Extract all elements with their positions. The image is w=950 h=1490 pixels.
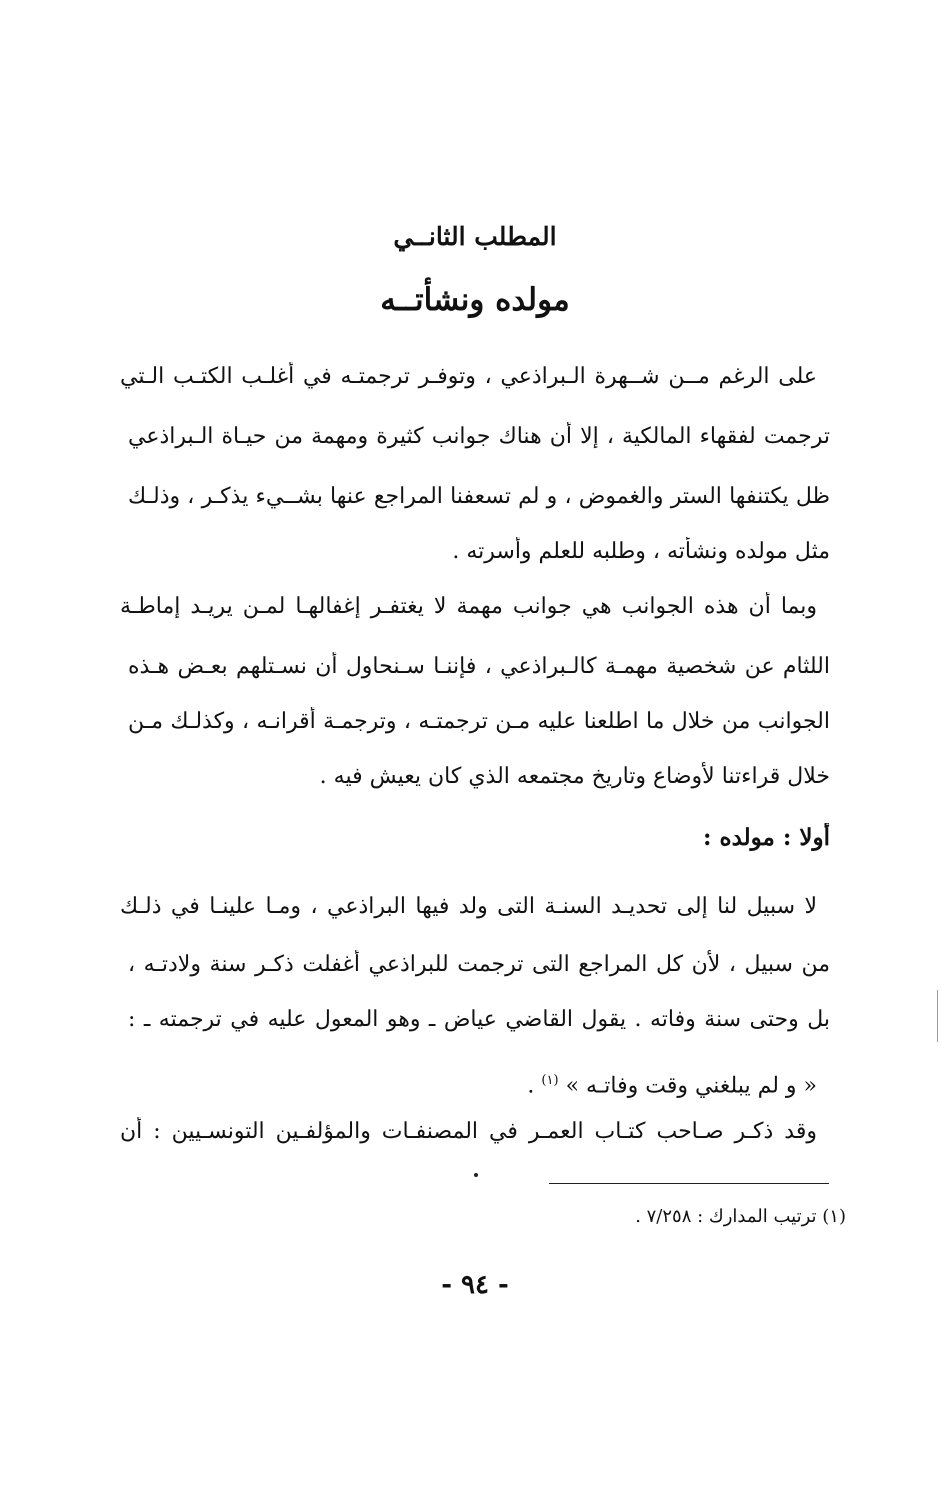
quote-line xyxy=(120,1066,817,1101)
chapter-title: مولده ونشأتــه xyxy=(380,282,570,318)
paragraph-3-line-3: بل وحتى سنة وفاته . يقول القاضي عياض ـ وهو المعول عليه في ترجمته ـ : xyxy=(128,1007,830,1032)
paragraph-3-line-1: لا سبيل لنا إلى تحديـد السنـة التى ولد فيها البراذعي ، ومـا علينـا في ذلـك xyxy=(120,894,817,919)
footnote-separator xyxy=(549,1183,829,1184)
paragraph-1-line-1: على الرغم مــن شــهرة الـبراذعي ، وتوفـر ترجمتـه في أغلـب الكتـب الـتي xyxy=(120,364,817,389)
quote-text: « و لم يبلغني وقت وفاتـه » xyxy=(565,1073,817,1099)
paragraph-1-line-3: ظل يكتنفها الستر والغموض ، و لم تسعفنا المراجع عنها بشــيء يذكـر ، وذلـك xyxy=(128,484,830,509)
quote-end: . xyxy=(527,1073,535,1099)
footnote: (١) ترتيب المدارك : ٧/٢٥٨ . xyxy=(635,1206,846,1227)
subheading-birth: أولا : مولده : xyxy=(703,824,830,851)
stray-dot xyxy=(474,1173,478,1177)
paragraph-2-line-3: الجوانب من خلال ما اطلعنا عليه مـن ترجمتـه ، وترجمـة أقرانـه ، وكذلـك مـن xyxy=(128,709,830,734)
section-heading: المطلب الثانــي xyxy=(393,222,557,251)
margin-mark xyxy=(937,990,938,1042)
paragraph-2-line-1: وبما أن هذه الجوانب هي جوانب مهمة لا يغتفـر إغفالهـا لمـن يريـد إماطـة xyxy=(120,594,817,619)
paragraph-3-line-2: من سبيل ، لأن كل المراجع التى ترجمت للبراذعي أغفلت ذكـر سنة ولادتـه ، xyxy=(128,952,830,977)
footnote-reference: (١) xyxy=(541,1073,559,1088)
paragraph-2-line-4: خلال قراءتنا لأوضاع وتاريخ مجتمعه الذي كان يعيش فيه . xyxy=(319,764,830,789)
paragraph-1-line-2: ترجمت لفقهاء المالكية ، إلا أن هناك جوانب كثيرة ومهمة من حيـاة الـبراذعي xyxy=(128,424,830,449)
paragraph-2-line-2: اللثام عن شخصية مهمـة كالـبراذعي ، فإننـا سـنحاول أن نسـتلهم بعـض هـذه xyxy=(128,654,830,679)
paragraph-4-line-1: وقد ذكـر صـاحب كتـاب العمـر في المصنفـات والمؤلفـين التونسـيين : أن xyxy=(120,1119,817,1144)
paragraph-1-line-4: مثل مولده ونشأته ، وطلبه للعلم وأسرته . xyxy=(452,539,830,564)
page-number: - ٩٤ - xyxy=(441,1270,509,1300)
